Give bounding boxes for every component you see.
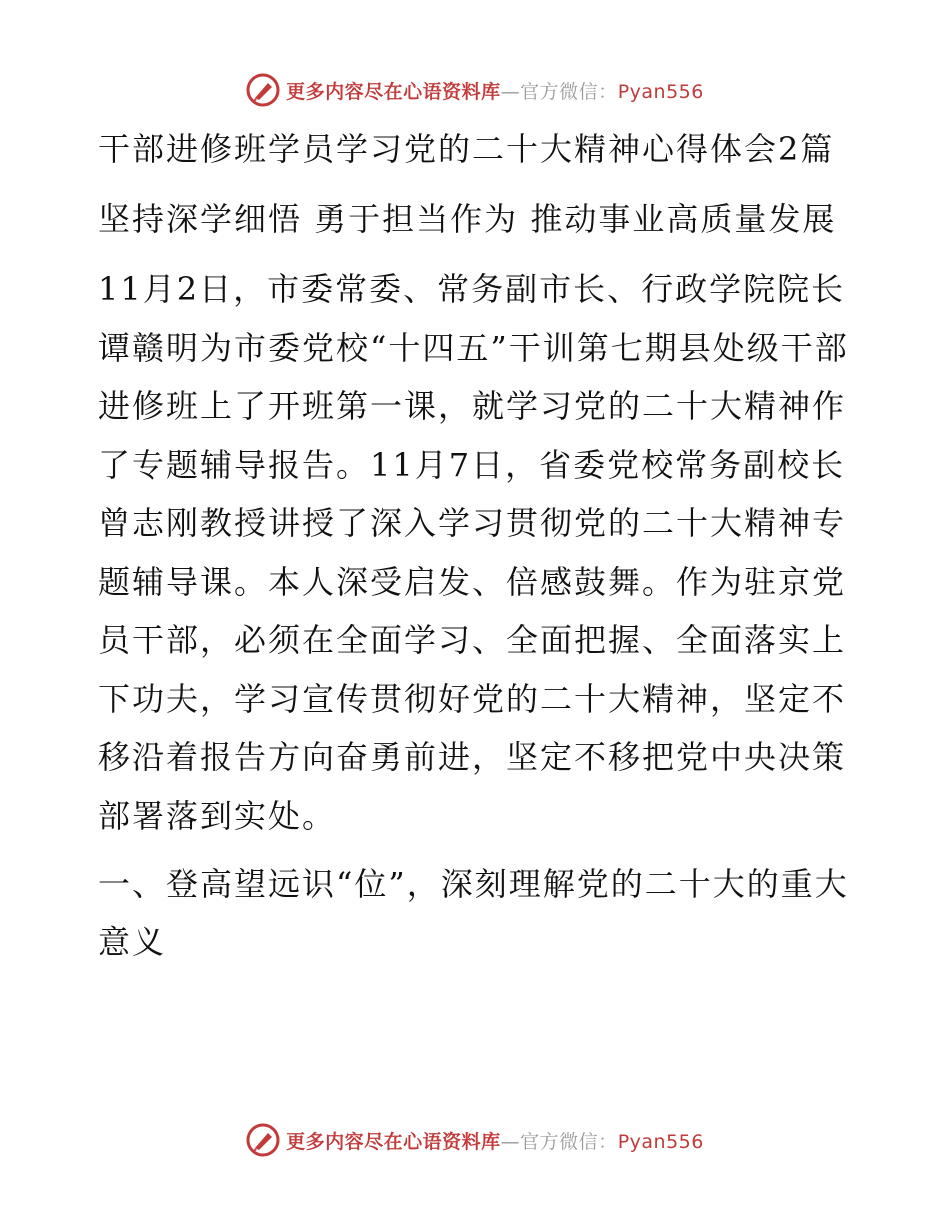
- watermark-label: 官方微信：: [520, 80, 618, 103]
- section-heading: 一、登高望远识“位”，深刻理解党的二十大的重大意义: [98, 865, 849, 961]
- watermark-banner-bottom: [0, 1120, 950, 1160]
- watermark-text: [286, 77, 704, 104]
- watermark-main: 更多内容尽在心语资料库: [286, 80, 501, 103]
- document-subtitle: 坚持深学细悟 勇于担当作为 推动事业高质量发展: [98, 200, 837, 238]
- watermark-text: [286, 1127, 704, 1154]
- watermark-wechat-id: Pyan556: [617, 1130, 704, 1153]
- document-title: 干部进修班学员学习党的二十大精神心得体会2篇: [98, 130, 835, 168]
- body-paragraph: 11月2日，市委常委、常务副市长、行政学院院长谭赣明为市委党校“十四五”干训第七期县处级干部进修班上了开班第一课，就学习党的二十大精神作了专题辅导报告。11月7日，省委党校常务副校长曾志刚教授讲授了深入学习贯彻党的二十大精神专题辅导课。本人深受启发、倍感鼓舞。作为驻京党员干部，必须在全面学习、全面把握、全面落实上下功夫，学习宣传贯彻好党的二十大精神，坚定不移沿着报告方向奋勇前进，坚定不移把党中央决策部署落到实处。: [98, 270, 849, 835]
- pen-nib-logo-icon: [246, 73, 280, 107]
- pen-nib-logo-icon: [246, 1123, 280, 1157]
- document-body: [98, 120, 850, 983]
- watermark-wechat-id: Pyan556: [617, 80, 704, 103]
- watermark-label: 官方微信：: [520, 1130, 618, 1153]
- watermark-separator: —: [500, 1130, 521, 1153]
- watermark-main: 更多内容尽在心语资料库: [286, 1130, 501, 1153]
- watermark-banner-top: [0, 70, 950, 110]
- watermark-separator: —: [500, 80, 521, 103]
